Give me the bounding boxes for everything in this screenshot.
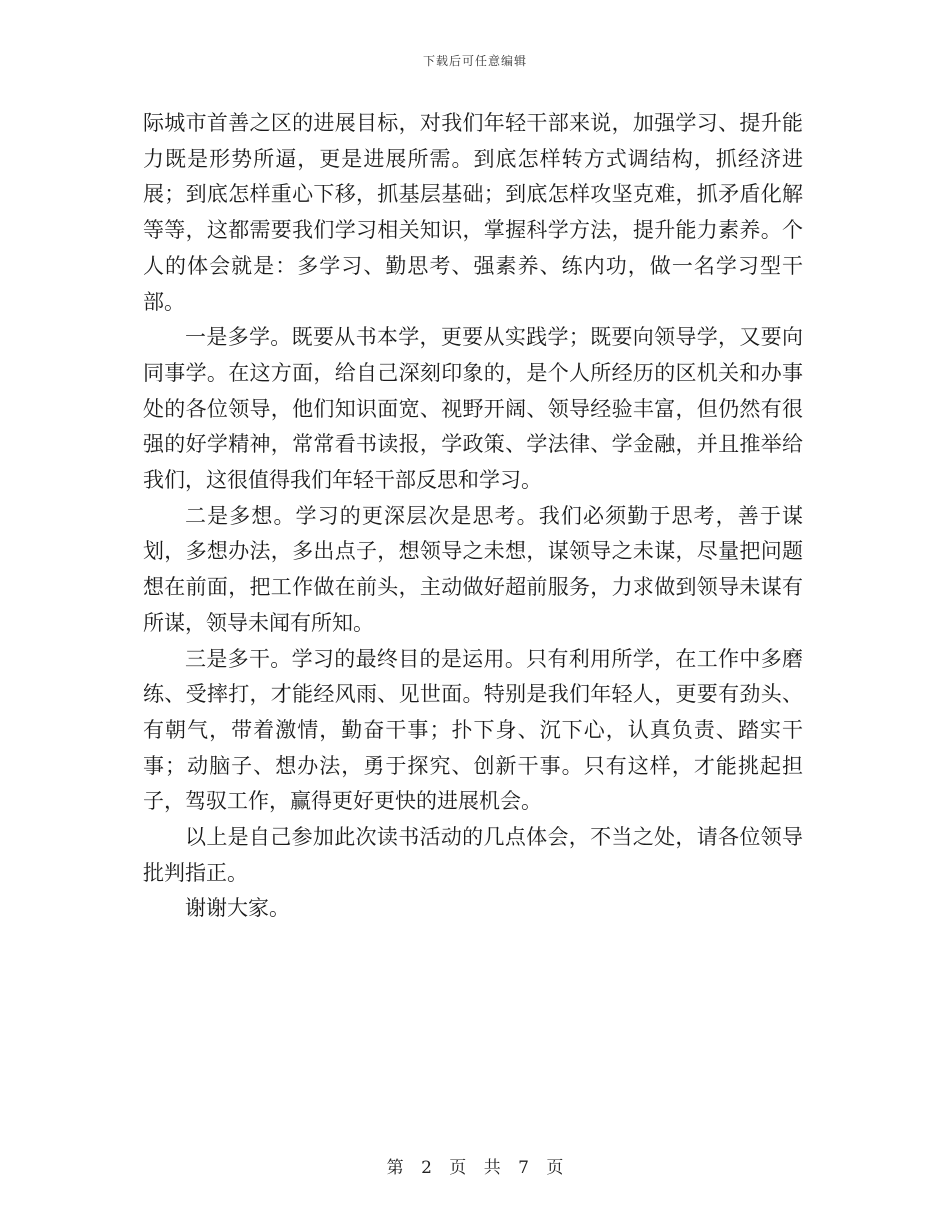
page-header: 下载后可任意编辑 [422,54,527,68]
footer-total-pages: 7 [518,1158,529,1178]
paragraph-do-more: 三是多干。学习的最终目的是运用。只有利用所学，在工作中多磨练、受摔打，才能经风雨、见世面。特别是我们年轻人，更要有劲头、有朝气，带着激情，勤奋干事；扑下身、沉下心，认真负责、踏实干事；动脑子、想办法，勇于探究、创新干事。只有这样，才能挑起担子，驾驭工作，赢得更好更快的进展机会。 [143,646,803,814]
paragraph-thanks: 谢谢大家。 [185,896,290,921]
document-body [143,106,803,927]
footer-current-page: 2 [421,1158,432,1178]
paragraph-think-more: 二是多想。学习的更深层次是思考。我们必须勤于思考，善于谋划，多想办法，多出点子，想领导之未想，谋领导之未谋，尽量把问题想在前面，把工作做在前头，主动做好超前服务，力求做到领导未谋有所谋，领导未闻有所知。 [143,503,803,635]
footer-prefix: 第 [386,1158,404,1178]
paragraph-study-more: 一是多学。既要从书本学，更要从实践学；既要向领导学，又要向同事学。在这方面，给自己深刻印象的，是个人所经历的区机关和办事处的各位领导，他们知识面宽、视野开阔、领导经验丰富，但仍然有很强的好学精神，常常看书读报，学政策、学法律、学金融，并且推举给我们，这很值得我们年轻干部反思和学习。 [143,325,803,493]
footer-total-word: 共 [483,1158,501,1178]
paragraph-conclusion: 以上是自己参加此次读书活动的几点体会，不当之处，请各位领导批判指正。 [143,825,803,885]
paragraph-continuation: 际城市首善之区的进展目标，对我们年轻干部来说，加强学习、提升能力既是形势所逼，更是进展所需。到底怎样转方式调结构，抓经济进展；到底怎样重心下移，抓基层基础；到底怎样攻坚克难，抓矛盾化解等等，这都需要我们学习相关知识，掌握科学方法，提升能力素养。个人的体会就是：多学习、勤思考、强素养、练内功，做一名学习型干部。 [143,111,803,314]
footer-suffix: 页 [546,1158,564,1178]
page-footer [0,1153,950,1178]
footer-page-word: 页 [449,1158,467,1178]
